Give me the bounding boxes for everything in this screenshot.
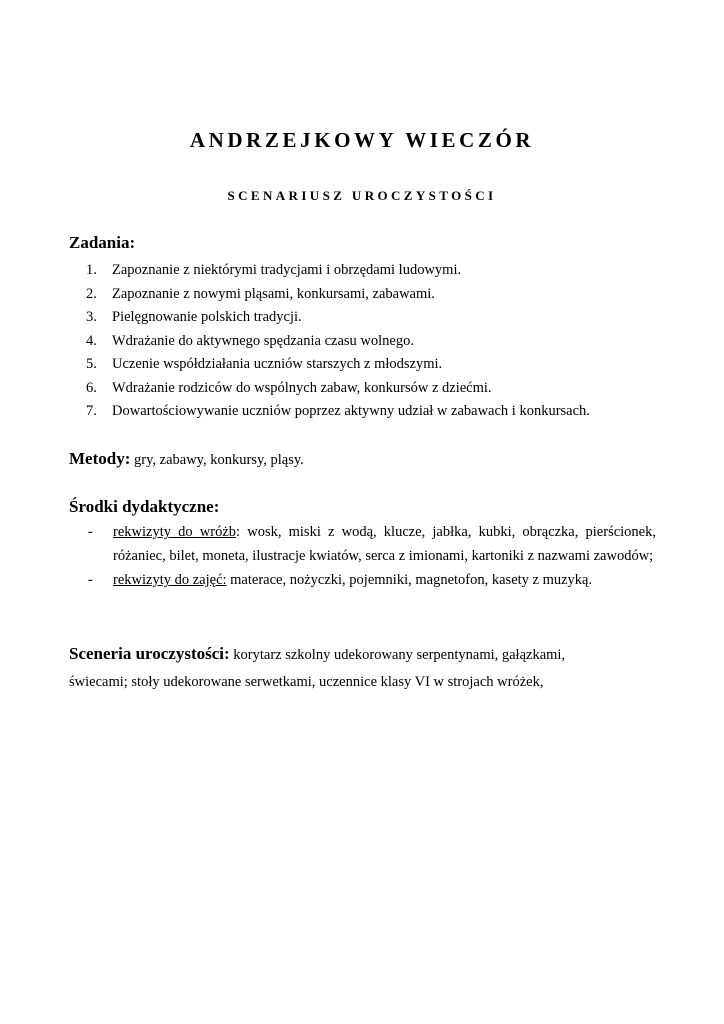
methods-paragraph <box>69 449 304 469</box>
list-item <box>86 353 686 377</box>
bullet-dash: - <box>88 572 93 588</box>
methods-text: gry, zabawy, konkursy, pląsy. <box>130 452 304 468</box>
scenery-label: Sceneria uroczystości: <box>69 644 230 663</box>
aids-heading: Środki dydaktyczne: <box>69 497 220 516</box>
list-item <box>86 259 686 283</box>
list-item <box>86 330 686 354</box>
item-label: rekwizyty do wróżb <box>113 524 237 540</box>
list-item <box>86 283 686 307</box>
item-number: 7. <box>86 403 97 419</box>
item-text: Dowartościowywanie uczniów poprzez aktywny udział w zabawach i konkursach. <box>112 403 590 419</box>
item-label: rekwizyty do zajęć: <box>113 572 227 588</box>
methods-label: Metody: <box>69 449 131 468</box>
item-number: 3. <box>86 309 97 325</box>
scenery-line-1: korytarz szkolny udekorowany serpentynami, gałązkami, <box>229 647 566 663</box>
tasks-list <box>86 259 686 424</box>
item-text: materace, nożyczki, pojemniki, magnetofon, kasety z muzyką. <box>226 572 593 588</box>
scenery-line-2: świecami; stoły udekorowane serwetkami, uczennice klasy VI w strojach wróżek, <box>69 674 544 690</box>
item-text: Uczenie współdziałania uczniów starszych z młodszymi. <box>112 356 443 372</box>
item-text: Pielęgnowanie polskich tradycji. <box>112 309 302 325</box>
bullet-dash: - <box>88 524 93 540</box>
item-number: 5. <box>86 356 97 372</box>
item-text: : wosk, miski z wodą, klucze, jabłka, kubki, obrączka, pierścionek, różaniec, bilet, moneta, ilustracje kwiatów, serca z imionami, kartoniki z nazwami zawodów; <box>113 524 656 564</box>
page-title: ANDRZEJKOWY WIECZÓR <box>189 128 535 152</box>
list-item <box>86 377 686 401</box>
list-item <box>86 521 656 568</box>
item-text: Wdrażanie rodziców do wspólnych zabaw, konkursów z dziećmi. <box>112 379 492 396</box>
page-subtitle: SCENARIUSZ UROCZYSTOŚCI <box>227 188 497 203</box>
item-number: 4. <box>86 332 97 349</box>
item-text: Zapoznanie z niektórymi tradycjami i obrzędami ludowymi. <box>112 262 462 278</box>
list-item <box>86 306 686 330</box>
item-number: 6. <box>86 379 97 396</box>
aids-list <box>86 521 656 593</box>
tasks-heading: Zadania: <box>69 233 136 252</box>
list-item <box>86 400 686 424</box>
list-item <box>86 569 656 593</box>
item-number: 1. <box>86 262 97 278</box>
item-text: Wdrażanie do aktywnego spędzania czasu wolnego. <box>112 332 414 349</box>
item-number: 2. <box>86 285 97 302</box>
item-text: Zapoznanie z nowymi pląsami, konkursami, zabawami. <box>112 285 435 302</box>
scenery-paragraph <box>69 640 669 696</box>
